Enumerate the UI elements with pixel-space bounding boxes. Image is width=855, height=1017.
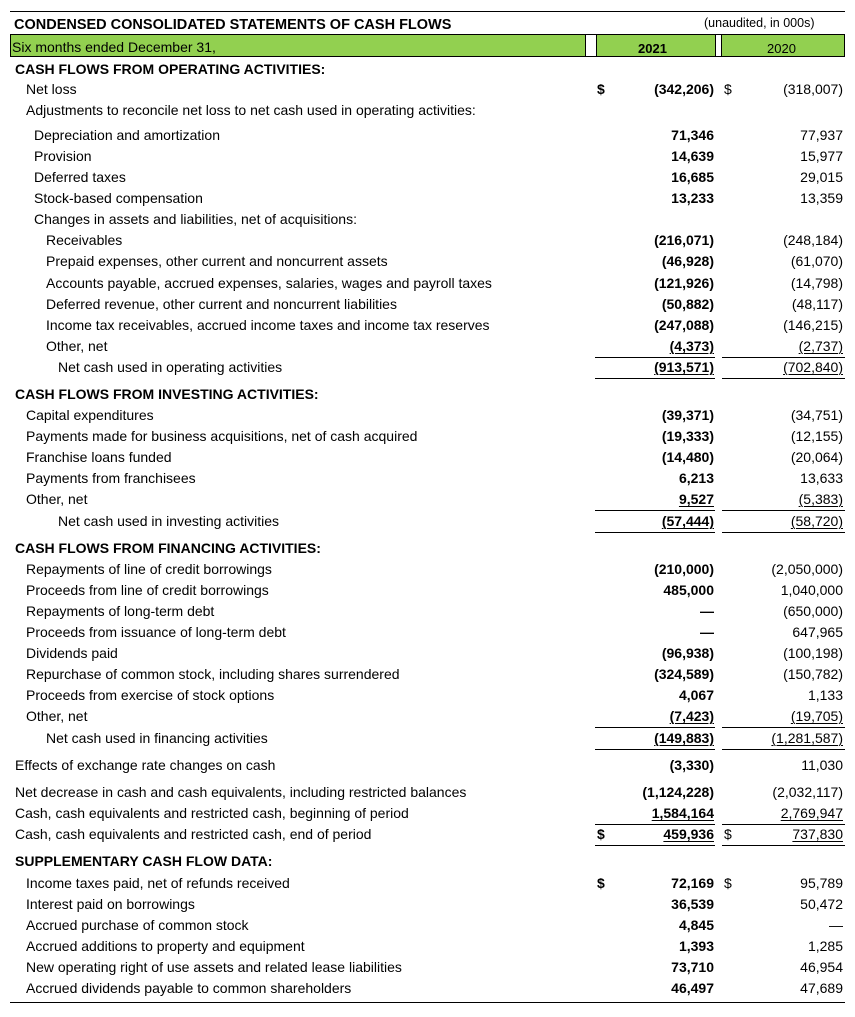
row-label: New operating right of use assets and related lease liabilities [26, 959, 402, 975]
row-label: Payments made for business acquisitions, net of cash acquired [26, 428, 418, 444]
value-2020: (650,000) [783, 603, 843, 619]
top-rule [10, 11, 845, 12]
row-label: Interest paid on borrowings [26, 896, 195, 912]
value-2020: (5,383) [798, 491, 843, 507]
value-2021: 1,584,164 [651, 805, 714, 821]
header-sep-5 [844, 34, 845, 57]
row-label: SUPPLEMENTARY CASH FLOW DATA: [15, 853, 273, 869]
total-rule-2020 [722, 378, 845, 379]
header-sep-4 [721, 34, 722, 57]
value-2020: (48,117) [791, 296, 843, 312]
row-label: Deferred taxes [34, 169, 126, 185]
row-label: Dividends paid [26, 645, 118, 661]
row-label: CASH FLOWS FROM INVESTING ACTIVITIES: [15, 386, 319, 402]
unaudited-note: (unaudited, in 000s) [704, 16, 815, 30]
value-2020: (61,070) [790, 253, 843, 269]
total-rule-2020 [722, 824, 845, 825]
row-label: Cash, cash equivalents and restricted cash, end of period [15, 826, 372, 842]
total-rule-2021 [595, 845, 715, 846]
value-2020: 13,359 [800, 190, 843, 206]
value-2021: 72,169 [671, 875, 714, 891]
value-2021: 485,000 [663, 582, 714, 598]
value-2020: (1,281,587) [771, 730, 843, 746]
column-header-2021: 2021 [638, 41, 667, 56]
value-2021: (121,926) [654, 275, 714, 291]
row-label: Net decrease in cash and cash equivalents, including restricted balances [15, 784, 467, 800]
value-2021: 71,346 [671, 127, 714, 143]
row-label: Net cash used in investing activities [58, 513, 279, 529]
value-2021: (247,088) [654, 317, 714, 333]
value-2020: (100,198) [783, 645, 843, 661]
row-label: Accrued additions to property and equipment [26, 938, 305, 954]
value-2021: (19,333) [661, 428, 714, 444]
value-2021: (3,330) [669, 757, 714, 773]
value-2020: (318,007) [783, 81, 843, 97]
value-2020: (2,032,117) [772, 784, 843, 800]
row-label: Repayments of line of credit borrowings [26, 561, 272, 577]
value-2020: 15,977 [800, 148, 843, 164]
row-label: CASH FLOWS FROM OPERATING ACTIVITIES: [15, 61, 326, 77]
value-2021: 36,539 [671, 896, 714, 912]
value-2021: (96,938) [661, 645, 714, 661]
value-2021: (4,373) [669, 338, 714, 354]
row-label: Net cash used in operating activities [58, 359, 283, 375]
value-2021: 73,710 [671, 959, 714, 975]
value-2020: (146,215) [783, 317, 843, 333]
value-2021: (39,371) [661, 407, 714, 423]
value-2021: (149,883) [654, 730, 714, 746]
row-label: Receivables [46, 232, 123, 248]
value-2021: 13,233 [671, 190, 714, 206]
value-2020: (12,155) [790, 428, 843, 444]
header-sep-2 [596, 34, 597, 57]
row-label: Net loss [26, 81, 77, 97]
value-2021: (913,571) [654, 359, 714, 375]
row-label: CASH FLOWS FROM FINANCING ACTIVITIES: [15, 540, 321, 556]
row-label: Proceeds from line of credit borrowings [26, 582, 269, 598]
row-label: Payments from franchisees [26, 470, 196, 486]
row-label: Capital expenditures [26, 407, 154, 423]
value-2020: (2,737) [798, 338, 843, 354]
row-label: Net cash used in financing activities [46, 730, 268, 746]
value-2020: (58,720) [790, 513, 843, 529]
bottom-rule [10, 1002, 845, 1003]
total-rule-2021 [595, 378, 715, 379]
value-2020: 1,285 [807, 938, 843, 954]
total-rule-2021 [595, 357, 715, 358]
header-sep-3 [715, 34, 716, 57]
value-2020: 2,769,947 [780, 805, 843, 821]
row-label: Franchise loans funded [26, 449, 172, 465]
value-2021: (14,480) [661, 449, 714, 465]
value-2020: 13,633 [800, 470, 843, 486]
period-label: Six months ended December 31, [12, 39, 216, 55]
value-2020: 1,133 [807, 687, 843, 703]
value-2021: — [700, 624, 714, 640]
row-label: Stock-based compensation [34, 190, 203, 206]
value-2020: (702,840) [783, 359, 843, 375]
row-label: Depreciation and amortization [34, 127, 220, 143]
row-label: Other, net [26, 491, 88, 507]
total-rule-2020 [722, 845, 845, 846]
header-left-edge [10, 34, 11, 57]
value-2020: (20,064) [790, 449, 843, 465]
dollar-sign-2021: $ [597, 826, 605, 842]
value-2020: 1,040,000 [780, 582, 843, 598]
value-2021: (342,206) [654, 81, 714, 97]
row-label: Provision [34, 148, 92, 164]
total-rule-2021 [595, 749, 715, 750]
value-2020: (2,050,000) [771, 561, 843, 577]
row-label: Other, net [46, 338, 108, 354]
row-label: Deferred revenue, other current and noncurrent liabilities [46, 296, 397, 312]
value-2021: 46,497 [671, 980, 714, 996]
value-2021: 459,936 [663, 826, 714, 842]
value-2020: (34,751) [790, 407, 843, 423]
dollar-sign-2021: $ [597, 875, 605, 891]
row-label: Proceeds from exercise of stock options [26, 687, 275, 703]
value-2020: 29,015 [800, 169, 843, 185]
value-2020: 46,954 [800, 959, 843, 975]
total-rule-2020 [722, 510, 845, 511]
total-rule-2021 [595, 532, 715, 533]
value-2021: (50,882) [661, 296, 714, 312]
row-label: Income tax receivables, accrued income taxes and income tax reserves [46, 317, 490, 333]
value-2021: (46,928) [661, 253, 714, 269]
row-label: Changes in assets and liabilities, net of acquisitions: [34, 211, 357, 227]
value-2020: 77,937 [800, 127, 843, 143]
header-sep-1 [585, 34, 586, 57]
value-2021: (210,000) [654, 561, 714, 577]
row-label: Accrued purchase of common stock [26, 917, 249, 933]
column-header-2020: 2020 [767, 41, 796, 56]
row-label: Other, net [26, 708, 88, 724]
value-2020: 647,965 [792, 624, 843, 640]
row-label: Repayments of long-term debt [26, 603, 215, 619]
value-2020: 50,472 [800, 896, 843, 912]
value-2021: 14,639 [671, 148, 714, 164]
row-label: Prepaid expenses, other current and noncurrent assets [46, 253, 388, 269]
value-2021: (7,423) [669, 708, 714, 724]
total-rule-2020 [722, 749, 845, 750]
value-2020: 737,830 [792, 826, 843, 842]
row-label: Adjustments to reconcile net loss to net cash used in operating activities: [26, 102, 476, 118]
header-band-rule-bottom [10, 56, 845, 57]
value-2021: — [700, 603, 714, 619]
total-rule-2020 [722, 532, 845, 533]
value-2021: (324,589) [654, 666, 714, 682]
statement-title: CONDENSED CONSOLIDATED STATEMENTS OF CASH FLOWS [14, 17, 452, 33]
dollar-sign-2020: $ [724, 81, 732, 97]
dollar-sign-2021: $ [597, 81, 605, 97]
value-2020: (150,782) [783, 666, 843, 682]
value-2021: 4,845 [678, 917, 714, 933]
total-rule-2020 [722, 357, 845, 358]
row-label: Effects of exchange rate changes on cash [15, 757, 276, 773]
value-2020: (14,798) [790, 275, 843, 291]
total-rule-2021 [595, 510, 715, 511]
total-rule-2021 [595, 727, 715, 728]
row-label: Accounts payable, accrued expenses, salaries, wages and payroll taxes [46, 275, 492, 291]
row-label: Proceeds from issuance of long-term debt [26, 624, 286, 640]
value-2021: (57,444) [661, 513, 714, 529]
row-label: Accrued dividends payable to common shareholders [26, 980, 352, 996]
header-band-rule [10, 34, 845, 35]
value-2020: 95,789 [800, 875, 843, 891]
value-2021: 1,393 [678, 938, 714, 954]
value-2021: 16,685 [671, 169, 714, 185]
dollar-sign-2020: $ [724, 826, 732, 842]
value-2021: 4,067 [678, 687, 714, 703]
value-2020: (248,184) [783, 232, 843, 248]
value-2020: — [829, 917, 843, 933]
value-2021: (216,071) [654, 232, 714, 248]
value-2021: (1,124,228) [642, 784, 714, 800]
row-label: Cash, cash equivalents and restricted cash, beginning of period [15, 805, 409, 821]
row-label: Repurchase of common stock, including shares surrendered [26, 666, 400, 682]
value-2021: 9,527 [678, 491, 714, 507]
value-2021: 6,213 [678, 470, 714, 486]
value-2020: 47,689 [800, 980, 843, 996]
dollar-sign-2020: $ [724, 875, 732, 891]
value-2020: (19,705) [790, 708, 843, 724]
value-2020: 11,030 [801, 757, 843, 773]
total-rule-2020 [722, 727, 845, 728]
total-rule-2021 [595, 824, 715, 825]
row-label: Income taxes paid, net of refunds received [26, 875, 290, 891]
